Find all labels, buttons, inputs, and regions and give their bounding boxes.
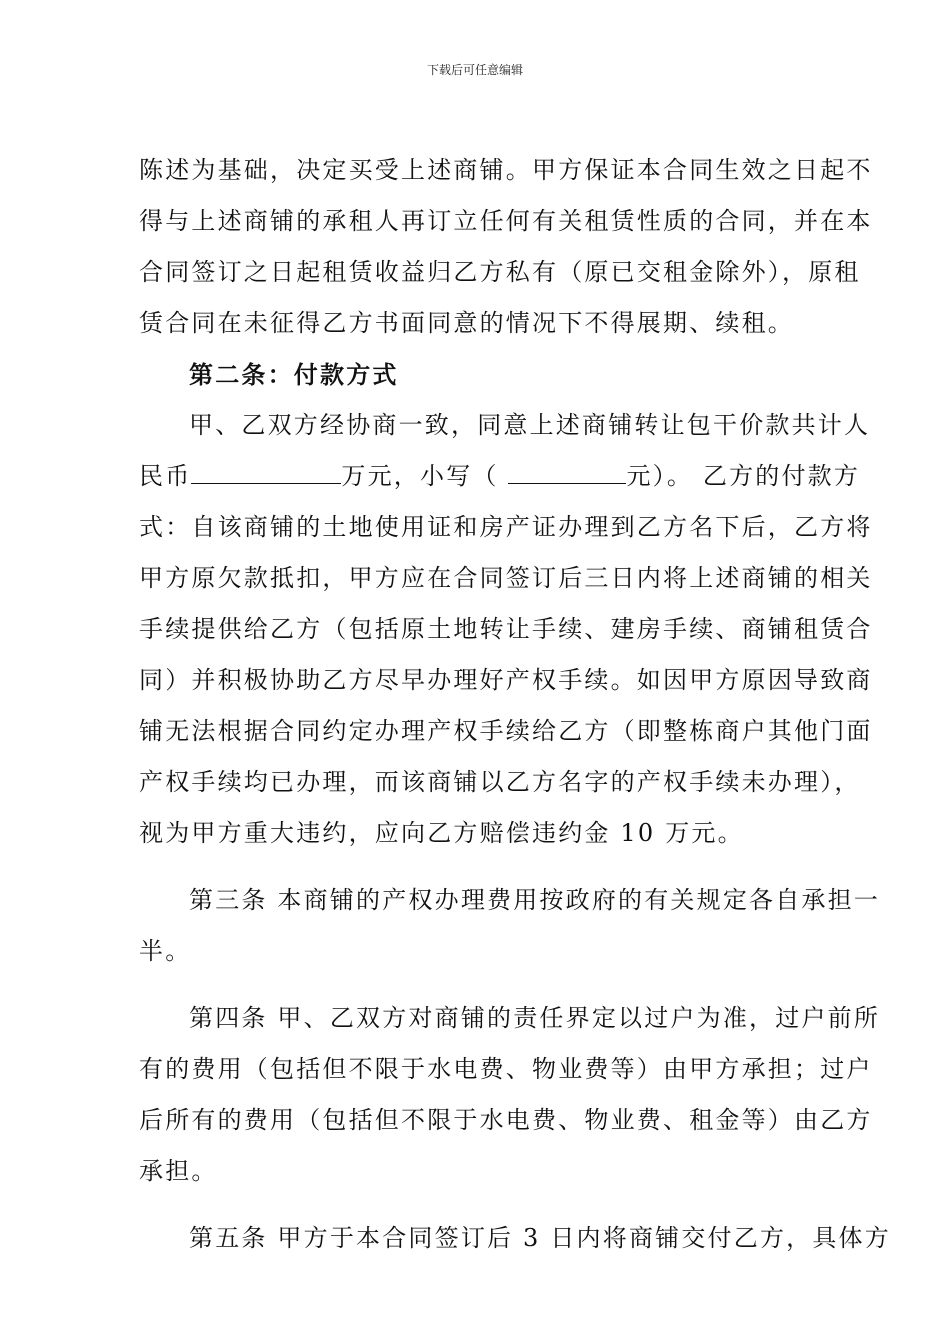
text-line: 赁合同在未征得乙方书面同意的情况下不得展期、续租。 <box>139 309 794 337</box>
text-line: 产权手续均已办理，而该商铺以乙方名字的产权手续未办理）， <box>139 768 861 796</box>
page-header-note: 下载后可任意编辑 <box>426 63 523 77</box>
text-line-with-blanks <box>139 451 859 502</box>
amount-lowercase-blank-field <box>508 453 626 484</box>
article-5 <box>139 1213 891 1264</box>
paragraph-gap <box>139 1197 859 1213</box>
text-line: 同）并积极协助乙方尽早办理好产权手续。如因甲方原因导致商 <box>139 666 873 694</box>
text-line: 手续提供给乙方（包括原土地转让手续、建房手续、商铺租赁合 <box>139 615 873 643</box>
text-line: 半。 <box>139 937 192 965</box>
text-line: 第五条 甲方于本合同签订后 3 日内将商铺交付乙方，具体方 <box>189 1224 891 1252</box>
text-line: 视为甲方重大违约，应向乙方赔偿违约金 10 万元。 <box>139 819 744 847</box>
text-line: 陈述为基础，决定买受上述商铺。甲方保证本合同生效之日起不 <box>139 156 873 184</box>
amount-blank-field <box>191 453 341 484</box>
article-4 <box>139 993 881 1197</box>
text-line: 第三条 本商铺的产权办理费用按政府的有关规定各自承担一 <box>189 886 881 914</box>
paragraph-continuation <box>139 145 873 349</box>
text-line: 甲方原欠款抵扣，甲方应在合同签订后三日内将上述商铺的相关 <box>139 564 873 592</box>
article-2 <box>139 349 873 859</box>
text-fragment: 民币 <box>139 462 192 490</box>
text-fragment: 万元，小写（ <box>341 462 509 490</box>
text-line: 甲、乙双方经协商一致，同意上述商铺转让包干价款共计人 <box>189 411 871 439</box>
text-line: 铺无法根据合同约定办理产权手续给乙方（即整栋商户其他门面 <box>139 717 873 745</box>
text-line: 得与上述商铺的承租人再订立任何有关租赁性质的合同，并在本 <box>139 207 873 235</box>
text-line: 合同签订之日起租赁收益归乙方私有（原已交租金除外），原租 <box>139 258 861 286</box>
text-line: 后所有的费用（包括但不限于水电费、物业费、租金等）由乙方 <box>139 1106 873 1134</box>
document-body <box>139 145 891 1264</box>
paragraph-gap <box>139 859 859 875</box>
article-2-heading: 第二条：付款方式 <box>189 360 399 389</box>
paragraph-gap <box>139 977 859 993</box>
article-3 <box>139 875 881 977</box>
text-line: 承担。 <box>139 1157 218 1185</box>
text-fragment: 元）。 乙方的付款方 <box>626 462 861 490</box>
text-line: 式：自该商铺的土地使用证和房产证办理到乙方名下后，乙方将 <box>139 513 873 541</box>
text-line: 有的费用（包括但不限于水电费、物业费等）由甲方承担；过户 <box>139 1055 873 1083</box>
text-line: 第四条 甲、乙双方对商铺的责任界定以过户为准，过户前所 <box>189 1004 881 1032</box>
